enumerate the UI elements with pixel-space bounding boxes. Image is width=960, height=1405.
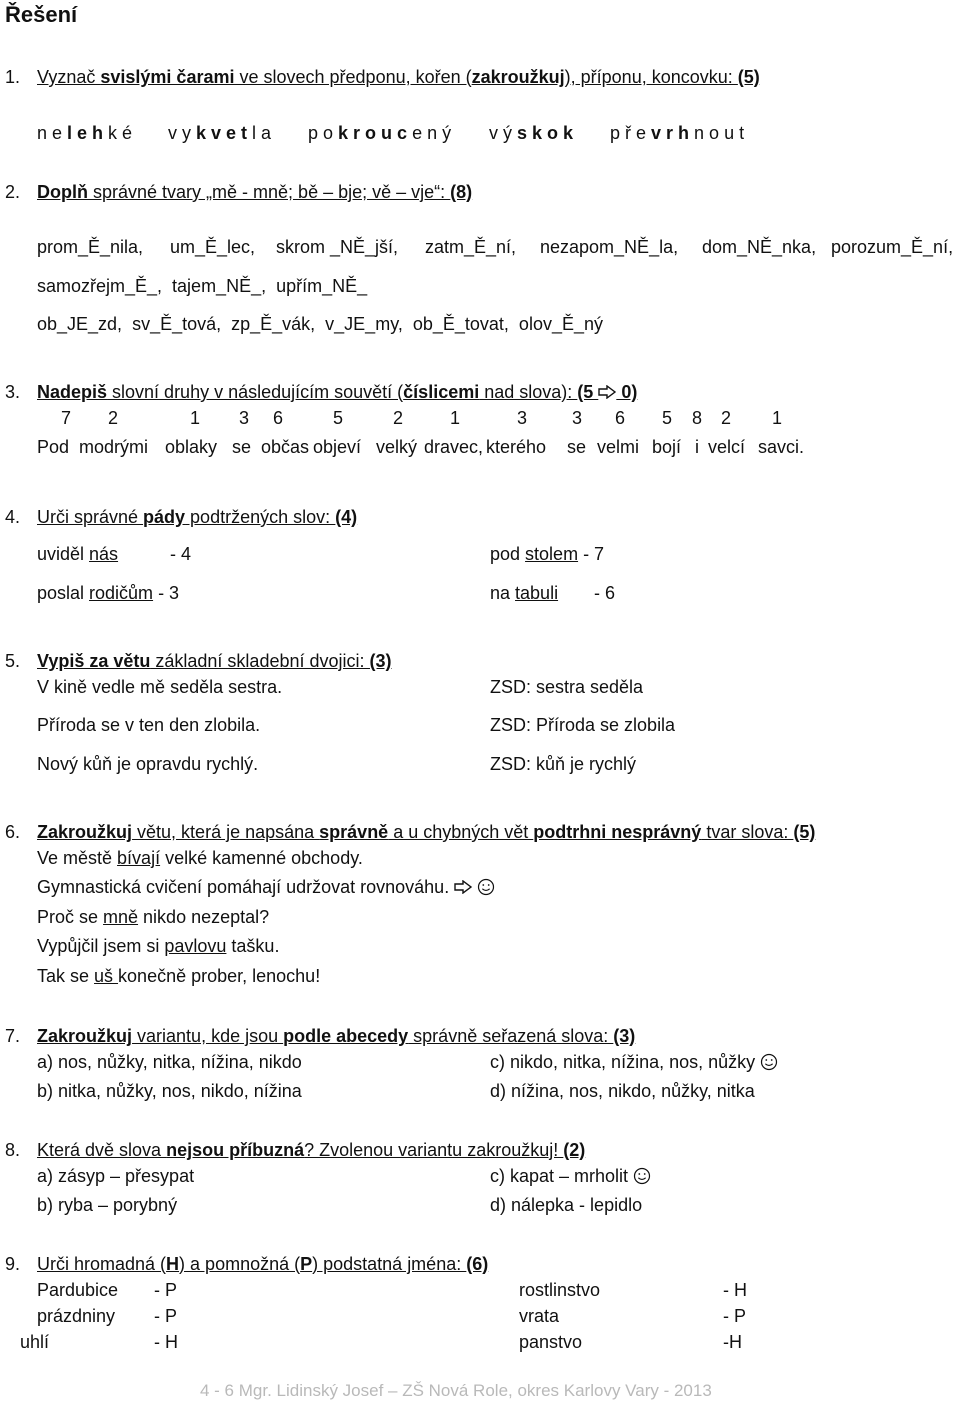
- q7-option-d: d) nížina, nos, nikdo, nůžky, nitka: [490, 1081, 755, 1101]
- q9-word: Pardubice: [37, 1280, 119, 1300]
- q3-word: Pod: [37, 437, 70, 457]
- q9-heading: Urči hromadná (H) a pomnožná (P) podstatná jména: (6): [37, 1254, 489, 1274]
- q3-num: 8: [692, 408, 703, 428]
- q3-word: kterého: [486, 437, 547, 457]
- smiley-icon: [633, 1167, 651, 1185]
- q4-answer: - 6: [594, 583, 616, 603]
- q3-num: 1: [190, 408, 201, 428]
- q6-line: Tak se uš konečně prober, lenochu!: [37, 966, 321, 986]
- smiley-icon: [760, 1053, 778, 1071]
- q2-word: porozum_Ě_ní,: [831, 237, 954, 257]
- q3-num: 5: [333, 408, 344, 428]
- q9-answer: - P: [723, 1306, 747, 1326]
- q2-word: nezapom_NĚ_la,: [540, 237, 679, 257]
- q5-sentence: V kině vedle mě seděla sestra.: [37, 677, 283, 697]
- q1-heading-part: ve slovech předponu, kořen (: [234, 67, 472, 87]
- q3-num: 1: [450, 408, 461, 428]
- q5-number: 5.: [5, 651, 21, 671]
- q5-sentence: Příroda se v ten den zlobila.: [37, 715, 261, 735]
- q3-num: 2: [721, 408, 732, 428]
- q3-word: i: [695, 437, 699, 457]
- q4-item: poslal rodičům - 3: [37, 583, 180, 603]
- q8-option-c: c) kapat – mrholit: [490, 1165, 651, 1187]
- q4-answer: - 4: [170, 544, 192, 564]
- q7-option-c: c) nikdo, nitka, nížina, nos, nůžky: [490, 1051, 778, 1073]
- q7-heading: Zakroužkuj variantu, kde jsou podle abecedy správně seřazená slova: (3): [37, 1026, 636, 1046]
- q4-item: na tabuli: [490, 583, 559, 603]
- q8-option-a: a) zásyp – přesypat: [37, 1166, 195, 1186]
- q9-word: vrata: [519, 1306, 560, 1326]
- q6-number: 6.: [5, 822, 21, 842]
- q3-word: objeví: [313, 437, 362, 457]
- q2-word: zatm_Ě_ní,: [425, 237, 517, 257]
- q1-word-5: p ř e v r h n o u t: [610, 123, 745, 143]
- q8-option-b: b) ryba – porybný: [37, 1195, 178, 1215]
- q2-word: dom_NĚ_nka,: [702, 237, 817, 257]
- q3-word: savci.: [758, 437, 805, 457]
- q1-number: 1.: [5, 67, 21, 87]
- q3-word: velcí: [708, 437, 746, 457]
- q3-word: modrými: [79, 437, 149, 457]
- q6-heading: Zakroužkuj větu, která je napsána správně a u chybných vět podtrhni nesprávný tvar slova: (5): [37, 822, 816, 842]
- q6-line: Proč se mně nikdo nezeptal?: [37, 907, 270, 927]
- q1-heading-part: Vyznač: [37, 67, 101, 87]
- q9-number: 9.: [5, 1254, 21, 1274]
- q1-heading-bold: zakroužkuj: [471, 67, 565, 87]
- q5-sentence: Nový kůň je opravdu rychlý.: [37, 754, 259, 774]
- q3-word: velký: [376, 437, 418, 457]
- q2-points: (8): [450, 182, 473, 202]
- q1-points: (5): [737, 67, 760, 87]
- q9-answer: - P: [154, 1280, 178, 1300]
- arrow-right-icon: [454, 880, 472, 894]
- q6-line-correct: Gymnastická cvičení pomáhají udržovat rovnováhu.: [37, 876, 495, 898]
- page-title: Řešení: [5, 2, 78, 27]
- q3-number: 3.: [5, 382, 21, 402]
- q3-word: se: [567, 437, 587, 457]
- q6-line: Vypůjčil jsem si pavlovu tašku.: [37, 936, 280, 956]
- q8-option-d: d) nálepka - lepidlo: [490, 1195, 643, 1215]
- q3-word: dravec,: [424, 437, 484, 457]
- q2-word: prom_Ě_nila,: [37, 237, 144, 257]
- q3-num: 2: [108, 408, 119, 428]
- q9-answer: - P: [154, 1306, 178, 1326]
- q3-num: 6: [273, 408, 284, 428]
- q3-word: oblaky: [165, 437, 218, 457]
- q7-option-b: b) nitka, nůžky, nos, nikdo, nížina: [37, 1081, 302, 1101]
- q7-number: 7.: [5, 1026, 21, 1046]
- q2-word: skrom _NĚ_jší,: [276, 237, 399, 257]
- q3-num: 3: [517, 408, 528, 428]
- q5-heading: Vypiš za větu základní skladební dvojici: (3): [37, 651, 392, 671]
- q4-heading: Urči správné pády podtržených slov: (4): [37, 507, 358, 527]
- q3-word: velmi: [597, 437, 640, 457]
- q8-number: 8.: [5, 1140, 21, 1160]
- q5-answer: ZSD: Příroda se zlobila: [490, 715, 676, 735]
- q9-answer: - H: [154, 1332, 178, 1352]
- q9-answer: -H: [723, 1332, 742, 1352]
- q1-word-4: v ý s k o k: [489, 123, 574, 143]
- q6-line: Ve městě bívají velké kamenné obchody.: [37, 848, 363, 868]
- q4-item: pod stolem - 7: [490, 544, 605, 564]
- q3-num: 3: [239, 408, 250, 428]
- q1-heading-bold: svislými čarami: [100, 67, 235, 87]
- q2-number: 2.: [5, 182, 21, 202]
- q2-row2: samozřejm_Ě_, tajem_NĚ_, upřím_NĚ_: [37, 276, 368, 296]
- q4-item: uviděl nás: [37, 544, 119, 564]
- q3-word: se: [232, 437, 252, 457]
- q1-word-3: p o k r o u c e n ý: [308, 123, 452, 143]
- q3-num: 6: [615, 408, 626, 428]
- q3-num: 7: [61, 408, 72, 428]
- q9-word: rostlinstvo: [519, 1280, 601, 1300]
- q3-num: 3: [572, 408, 583, 428]
- q3-num: 1: [772, 408, 783, 428]
- q4-number: 4.: [5, 507, 21, 527]
- q5-answer: ZSD: sestra seděla: [490, 677, 644, 697]
- q9-word: panstvo: [519, 1332, 583, 1352]
- q3-heading: Nadepiš slovní druhy v následujícím souvětí (číslicemi nad slova): (5 0): [37, 382, 638, 402]
- q2-word: um_Ě_lec,: [170, 237, 256, 257]
- q3-num: 2: [393, 408, 404, 428]
- arrow-right-icon: [598, 385, 616, 399]
- q3-num: 5: [662, 408, 673, 428]
- q8-heading: Která dvě slova nejsou příbuzná? Zvolenou variantu zakroužkuj! (2): [37, 1140, 586, 1160]
- q2-heading: Doplň správné tvary „mě - mně; bě – bje; vě – vje“: (8): [37, 182, 473, 202]
- q9-word: prázdniny: [37, 1306, 116, 1326]
- q1-heading: [37, 66, 760, 88]
- q1-word-2: v y k v e t l a: [168, 123, 272, 143]
- q1-heading-part: ), příponu, koncovku:: [564, 67, 738, 87]
- q5-answer: ZSD: kůň je rychlý: [490, 754, 637, 774]
- q9-answer: - H: [723, 1280, 747, 1300]
- page-footer: 4 - 6 Mgr. Lidinský Josef – ZŠ Nová Role, okres Karlovy Vary - 2013: [200, 1381, 712, 1400]
- q3-word: občas: [261, 437, 310, 457]
- q7-option-a: a) nos, nůžky, nitka, nížina, nikdo: [37, 1052, 302, 1072]
- q2-row3: ob_JE_zd, sv_Ě_tová, zp_Ě_vák, v_JE_my, ob_Ě_tovat, olov_Ě_ný: [37, 314, 603, 334]
- q3-word: bojí: [652, 437, 682, 457]
- smiley-icon: [477, 878, 495, 896]
- q9-word: uhlí: [20, 1332, 50, 1352]
- q1-word-1: n e l e h k é: [37, 123, 133, 143]
